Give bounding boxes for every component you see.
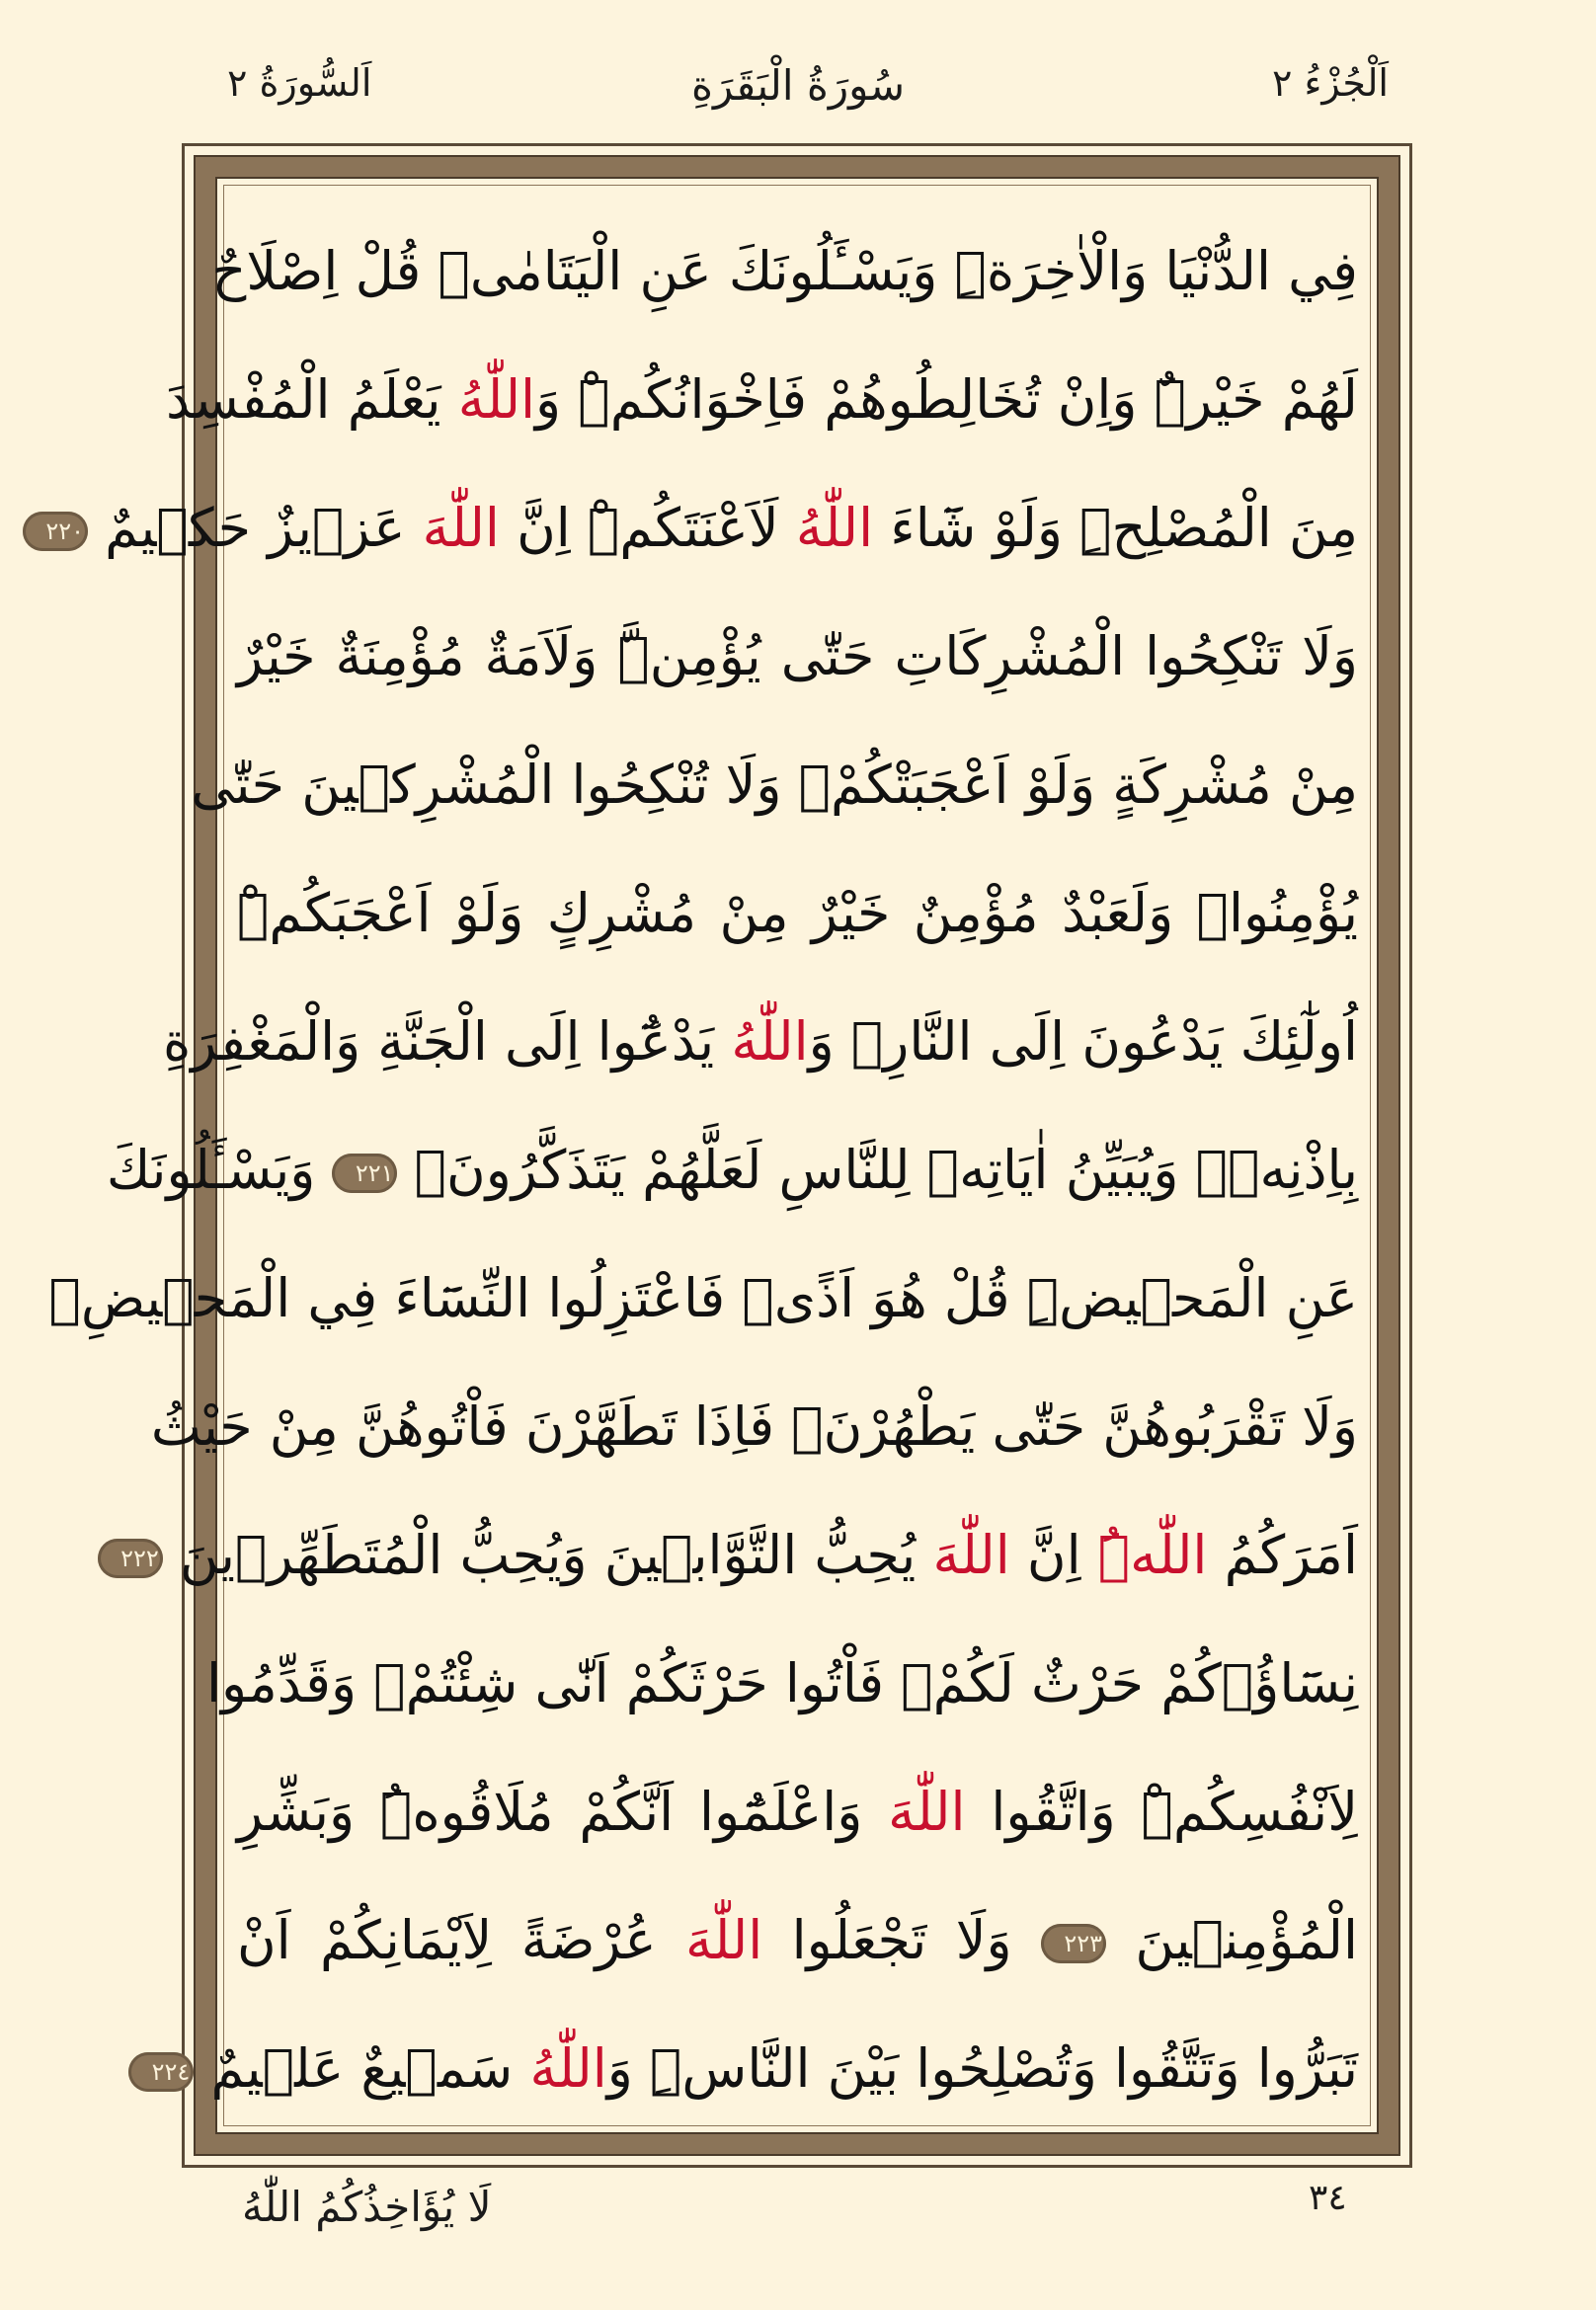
divine-name: اللّٰهُ xyxy=(1097,1524,1208,1586)
verse-line xyxy=(166,336,1358,464)
verse-line xyxy=(150,1363,1358,1491)
verse-line xyxy=(106,1106,1358,1235)
juz-label: اَلْجُزْءُ ٢ xyxy=(1271,61,1389,105)
verse-text: مِنْ مُشْرِكَةٍ وَلَوْ اَعْجَبَتْكُمْۚ وَلَا تُنْكِحُوا الْمُشْرِكٖينَ حَتّٰى xyxy=(191,754,1358,816)
verse-text: وَلَا تَنْكِحُوا الْمُشْرِكَاتِ حَتّٰى يُؤْمِنَّۜ وَلَاَمَةٌ مُؤْمِنَةٌ خَيْرٌ xyxy=(237,625,1358,687)
verse-text: لِاَنْفُسِكُمْۜ وَاتَّقُوا xyxy=(965,1781,1359,1843)
ayah-number-marker: ٢٢٤ xyxy=(128,2052,194,2092)
verse-text: عَنِ الْمَحٖيضِۜ قُلْ هُوَ اَذًىۙ فَاعْتَزِلُوا النِّسَٓاءَ فِي الْمَحٖيضِۙ xyxy=(48,1267,1358,1329)
verse-text: عُرْضَةً لِاَيْمَانِكُمْ اَنْ xyxy=(237,1909,685,1971)
verse-text: اُولٰٓئِكَ يَدْعُونَ اِلَى النَّارِۚ وَ xyxy=(808,1010,1358,1073)
divine-name: اللّٰهَ xyxy=(684,1909,763,1971)
ayah-number-marker: ٢٢٣ xyxy=(1041,1924,1106,1963)
verse-text: بِاِذْنِهٖۚ وَيُبَيِّنُ اٰيَاتِهٖ لِلنَّاسِ لَعَلَّهُمْ يَتَذَكَّرُونَ۟ xyxy=(397,1139,1358,1201)
verse-line xyxy=(151,2005,1358,2133)
verse-line xyxy=(211,207,1358,336)
verse-text: وَاعْلَمُٓوا اَنَّكُمْ مُلَاقُوهُۜ وَبَشِّرِ xyxy=(237,1781,889,1843)
divine-name: اللّٰهُ xyxy=(529,2037,607,2100)
verse-text: وَيَسْـَٔلُونَكَ xyxy=(106,1139,333,1201)
catchword: لَا يُؤَاخِذُكُمُ اللّٰهُ xyxy=(242,2183,492,2231)
verse-text: لَهُمْ خَيْرٌۜ وَاِنْ تُخَالِطُوهُمْ فَاِخْوَانُكُمْۜ وَ xyxy=(535,368,1358,431)
verse-text: يُحِبُّ التَّوَّابٖينَ وَيُحِبُّ الْمُتَطَهِّرٖينَ xyxy=(162,1524,933,1586)
divine-name: اللّٰهَ xyxy=(422,497,500,559)
verse-text: يَدْعُٓوا اِلَى الْجَنَّةِ وَالْمَغْفِرَةِ xyxy=(162,1010,732,1073)
verse-line xyxy=(45,464,1358,593)
verse-line xyxy=(205,1620,1358,1748)
page-number: ٣٤ xyxy=(1309,2178,1347,2218)
divine-name: اللّٰهُ xyxy=(731,1010,809,1073)
ayah-number-marker: ٢٢٠ xyxy=(23,512,88,551)
divine-name: اللّٰهَ xyxy=(888,1781,966,1843)
verse-text: وَلَا تَجْعَلُوا xyxy=(762,1909,1041,1971)
verse-line xyxy=(120,1491,1358,1620)
verse-line xyxy=(237,1876,1358,2005)
verse-text: ۜ اِنَّ xyxy=(1009,1524,1098,1586)
ayah-number-marker: ٢٢١ xyxy=(332,1154,397,1193)
verse-text: يَعْلَمُ الْمُفْسِدَ xyxy=(166,368,458,431)
divine-name: اللّٰهُ xyxy=(795,497,874,559)
surah-number-label: اَلسُّورَةُ ٢ xyxy=(227,61,372,105)
ayah-number-marker: ٢٢٢ xyxy=(98,1539,163,1578)
quran-text-block xyxy=(45,198,1359,2113)
divine-name: اللّٰهُ xyxy=(457,368,536,431)
verse-line xyxy=(48,1235,1358,1363)
verse-text: تَبَرُّوا وَتَتَّقُوا وَتُصْلِحُوا بَيْنَ النَّاسِۜ وَ xyxy=(606,2037,1358,2100)
verse-text: نِسَٓاؤُ۬كُمْ حَرْثٌ لَكُمْۖ فَاْتُوا حَرْثَكُمْ اَنّٰى شِئْتُمْۘ وَقَدِّمُوا xyxy=(205,1652,1358,1714)
verse-text: سَمٖيعٌ عَلٖيمٌ xyxy=(194,2037,530,2100)
verse-line xyxy=(237,849,1358,978)
verse-text: الْمُؤْمِنٖينَ xyxy=(1106,1909,1358,1971)
verse-text: يُؤْمِنُواۜ وَلَعَبْدٌ مُؤْمِنٌ خَيْرٌ مِنْ مُشْرِكٍ وَلَوْ اَعْجَبَكُمْۜ xyxy=(237,882,1358,944)
verse-line xyxy=(237,593,1358,721)
verse-line xyxy=(237,1748,1358,1876)
divine-name: اللّٰهَ xyxy=(932,1524,1010,1586)
verse-text: اَمَرَكُمُ xyxy=(1207,1524,1358,1586)
surah-title: سُورَةُ الْبَقَرَةِ xyxy=(690,61,906,110)
verse-text: مِنَ الْمُصْلِحِۜ وَلَوْ شَٓاءَ xyxy=(873,497,1358,559)
verse-line xyxy=(162,978,1358,1106)
verse-text: عَزٖيزٌ حَكٖيمٌ xyxy=(88,497,423,559)
verse-text: فِي الدُّنْيَا وَالْاٰخِرَةِۜ وَيَسْـَٔلُونَكَ عَنِ الْيَتَامٰىۜ قُلْ اِصْلَاحٌ xyxy=(211,240,1358,302)
verse-text: لَاَعْنَتَكُمْۜ اِنَّ xyxy=(499,497,796,559)
verse-line xyxy=(191,721,1358,849)
verse-text: وَلَا تَقْرَبُوهُنَّ حَتّٰى يَطْهُرْنَۚ فَاِذَا تَطَهَّرْنَ فَاْتُوهُنَّ مِنْ حَيْثُ xyxy=(150,1395,1358,1458)
